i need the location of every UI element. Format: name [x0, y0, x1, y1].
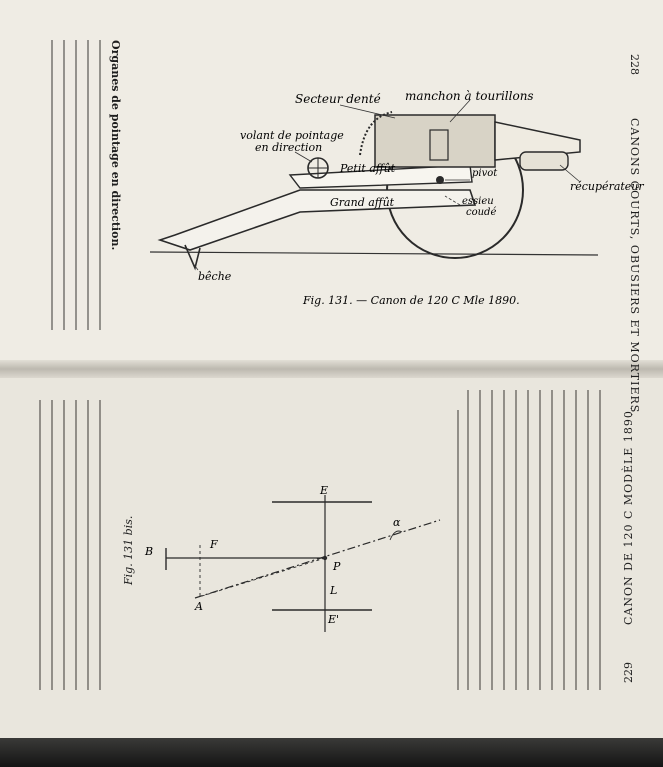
bottom-page-number: 229	[622, 662, 635, 683]
diagram-label-F: F	[210, 538, 218, 551]
label-recuperateur: récupérateur	[570, 180, 644, 193]
diagram-label-alpha: α	[393, 516, 401, 529]
diagram-label-E-prime: E'	[328, 613, 340, 626]
diagram-label-L: L	[330, 584, 338, 597]
label-beche: bêche	[198, 270, 232, 283]
line-PA	[202, 558, 325, 596]
label-grand-affut: Grand affût	[330, 196, 395, 209]
top-paragraph-title: Organes de pointage en direction.	[109, 40, 122, 251]
label-manchon: manchon à tourillons	[405, 89, 534, 103]
bottom-running-head: CANON DE 120 C MODÈLE 1890.	[622, 405, 635, 625]
top-page-number: 228	[628, 54, 641, 75]
diagram-label-A: A	[195, 600, 203, 613]
point-P	[323, 556, 327, 560]
label-pivot: pivot	[472, 168, 498, 179]
label-petit-affut: Petit affût	[340, 162, 396, 175]
inclined-line	[195, 520, 440, 598]
diagram-label-B: B	[145, 545, 154, 558]
label-essieu-line1: essieu	[462, 196, 494, 207]
label-volant-line2: en direction	[255, 141, 323, 154]
bottom-figure-caption: Fig. 131 bis.	[122, 515, 135, 585]
label-volant-line1: volant de pointage	[240, 129, 344, 142]
label-essieu-line2: coudé	[466, 207, 497, 218]
label-secteur-dente: Secteur denté	[295, 92, 381, 106]
top-running-head: CANONS COURTS, OBUSIERS ET MORTIERS.	[628, 118, 641, 418]
diagram-label-P: P	[333, 560, 341, 573]
diagram-label-E: E	[320, 484, 329, 497]
top-figure-caption: Fig. 131. — Canon de 120 C Mle 1890.	[303, 294, 520, 307]
